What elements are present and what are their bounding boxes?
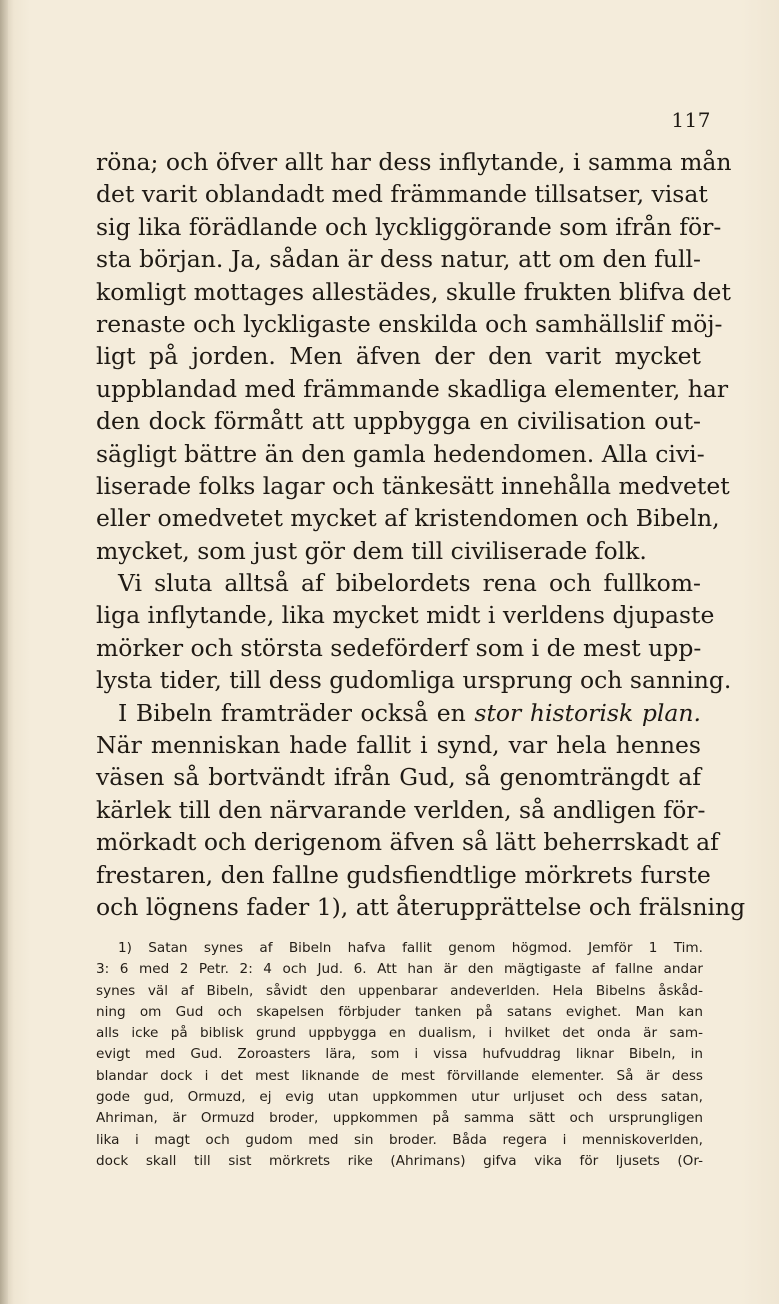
page-spine-shadow <box>0 0 8 1304</box>
body-line <box>96 276 731 308</box>
body-line-text: sägligt bättre än den gamla hedendomen. Alla civi- <box>96 439 705 468</box>
body-line <box>96 794 706 826</box>
body-line-text: sig lika förädlande och lyckliggörande som ifrån för- <box>96 212 722 241</box>
body-line-text: det varit oblandadt med främmande tillsatser, visat <box>96 180 708 209</box>
body-line-text: liserade folks lagar och tänkesätt innehålla medvetet <box>96 471 730 500</box>
body-line-text: renaste och lyckligaste enskilda och samhällslif möj- <box>96 309 723 338</box>
body-line-text: frestaren, den fallne gudsfiendtlige mörkrets furste <box>96 860 711 889</box>
footnote-line: lika i magt och gudom med sin broder. Båda regera i menniskoverlden, <box>96 1131 703 1148</box>
body-line-text: den dock förmått att uppbygga en civilisation out- <box>96 407 701 436</box>
body-line-text: eller omedvetet mycket af kristendomen och Bibeln, <box>96 504 720 533</box>
body-line <box>96 308 723 340</box>
footnote-line: Ahriman, är Ormuzd broder, uppkommen på samma sätt och ursprungligen <box>96 1110 703 1127</box>
footnote-line: alls icke på biblisk grund uppbygga en dualism, i hvilket det onda är sam- <box>96 1025 703 1042</box>
emphasized-phrase: stor historisk plan. <box>474 698 702 727</box>
body-line <box>96 891 746 923</box>
body-line <box>96 729 701 761</box>
footnote-line: dock skall till sist mörkrets rike (Ahrimans) gifva vika för ljusets (Or- <box>96 1152 703 1169</box>
body-line <box>96 438 705 470</box>
footnote-line: synes väl af Bibeln, såvidt den uppenbarar andeverlden. Hela Bibelns åskåd- <box>96 982 703 999</box>
body-line <box>96 697 701 729</box>
body-line <box>96 470 730 502</box>
footnote-line: evigt med Gud. Zoroasters lära, som i vissa hufvuddrag liknar Bibeln, in <box>96 1046 703 1063</box>
body-line <box>96 826 719 858</box>
body-line-text: mycket, som just gör dem till civiliserade folk. <box>96 536 647 565</box>
footnote-line: 3: 6 med 2 Petr. 2: 4 och Jud. 6. Att han är den mägtigaste af fallne andar <box>96 961 703 978</box>
footnote-line: blandar dock i det mest liknande de mest förvillande elementer. Så är dess <box>96 1067 703 1084</box>
body-line-text: När menniskan hade fallit i synd, var hela hennes <box>96 731 701 760</box>
footnotes <box>96 938 703 1172</box>
page-number: 117 <box>671 108 711 132</box>
body-line-text: röna; och öfver allt har dess inflytande, i samma mån <box>96 148 732 176</box>
body-line-text: liga inflytande, lika mycket midt i verldens djupaste <box>96 601 715 630</box>
body-line <box>96 340 701 372</box>
body-line <box>96 567 701 599</box>
body-line-text: sta början. Ja, sådan är dess natur, att om den full- <box>96 245 701 274</box>
body-text <box>96 146 746 923</box>
body-line-text: Vi sluta alltså af bibelordets rena och fullkom- <box>118 569 701 598</box>
body-line-text: komligt mottages allestädes, skulle frukten blifva det <box>96 277 731 306</box>
body-line <box>96 405 701 437</box>
body-line-text: lysta tider, till dess gudomliga ursprung och sanning. <box>96 666 732 695</box>
body-line <box>96 146 732 178</box>
body-line-text: och lögnens fader 1), att återupprättelse och frälsning <box>96 892 746 921</box>
body-line <box>96 178 708 210</box>
body-line <box>96 599 715 631</box>
body-line-text: väsen så bortvändt ifrån Gud, så genomträngdt af <box>96 763 701 792</box>
body-line-text: uppblandad med främmande skadliga elementer, har <box>96 374 729 403</box>
body-line <box>96 373 729 405</box>
body-line-text: mörker och största sedeförderf som i de mest upp- <box>96 633 702 662</box>
body-line <box>96 664 732 696</box>
body-line <box>96 535 701 567</box>
body-line-text: mörkadt och derigenom äfven så lätt beherrskadt af <box>96 828 719 857</box>
body-line-text: ligt på jorden. Men äfven der den varit mycket <box>96 342 701 371</box>
body-line <box>96 211 722 243</box>
footnote-line: 1) Satan synes af Bibeln hafva fallit genom högmod. Jemför 1 Tim. <box>118 940 703 956</box>
body-line <box>96 632 701 664</box>
footnote-line: gode gud, Ormuzd, ej evig utan uppkommen utur urljuset och dess satan, <box>96 1089 703 1106</box>
body-line-text: kärlek till den närvarande verlden, så andligen för- <box>96 795 706 824</box>
body-line <box>96 761 701 793</box>
body-line <box>96 859 711 891</box>
footnote-line: ning om Gud och skapelsen förbjuder tanken på satans evighet. Man kan <box>96 1003 703 1020</box>
body-line <box>96 502 720 534</box>
body-line <box>96 243 701 275</box>
body-line-text: I Bibeln framträder också en <box>118 698 475 727</box>
